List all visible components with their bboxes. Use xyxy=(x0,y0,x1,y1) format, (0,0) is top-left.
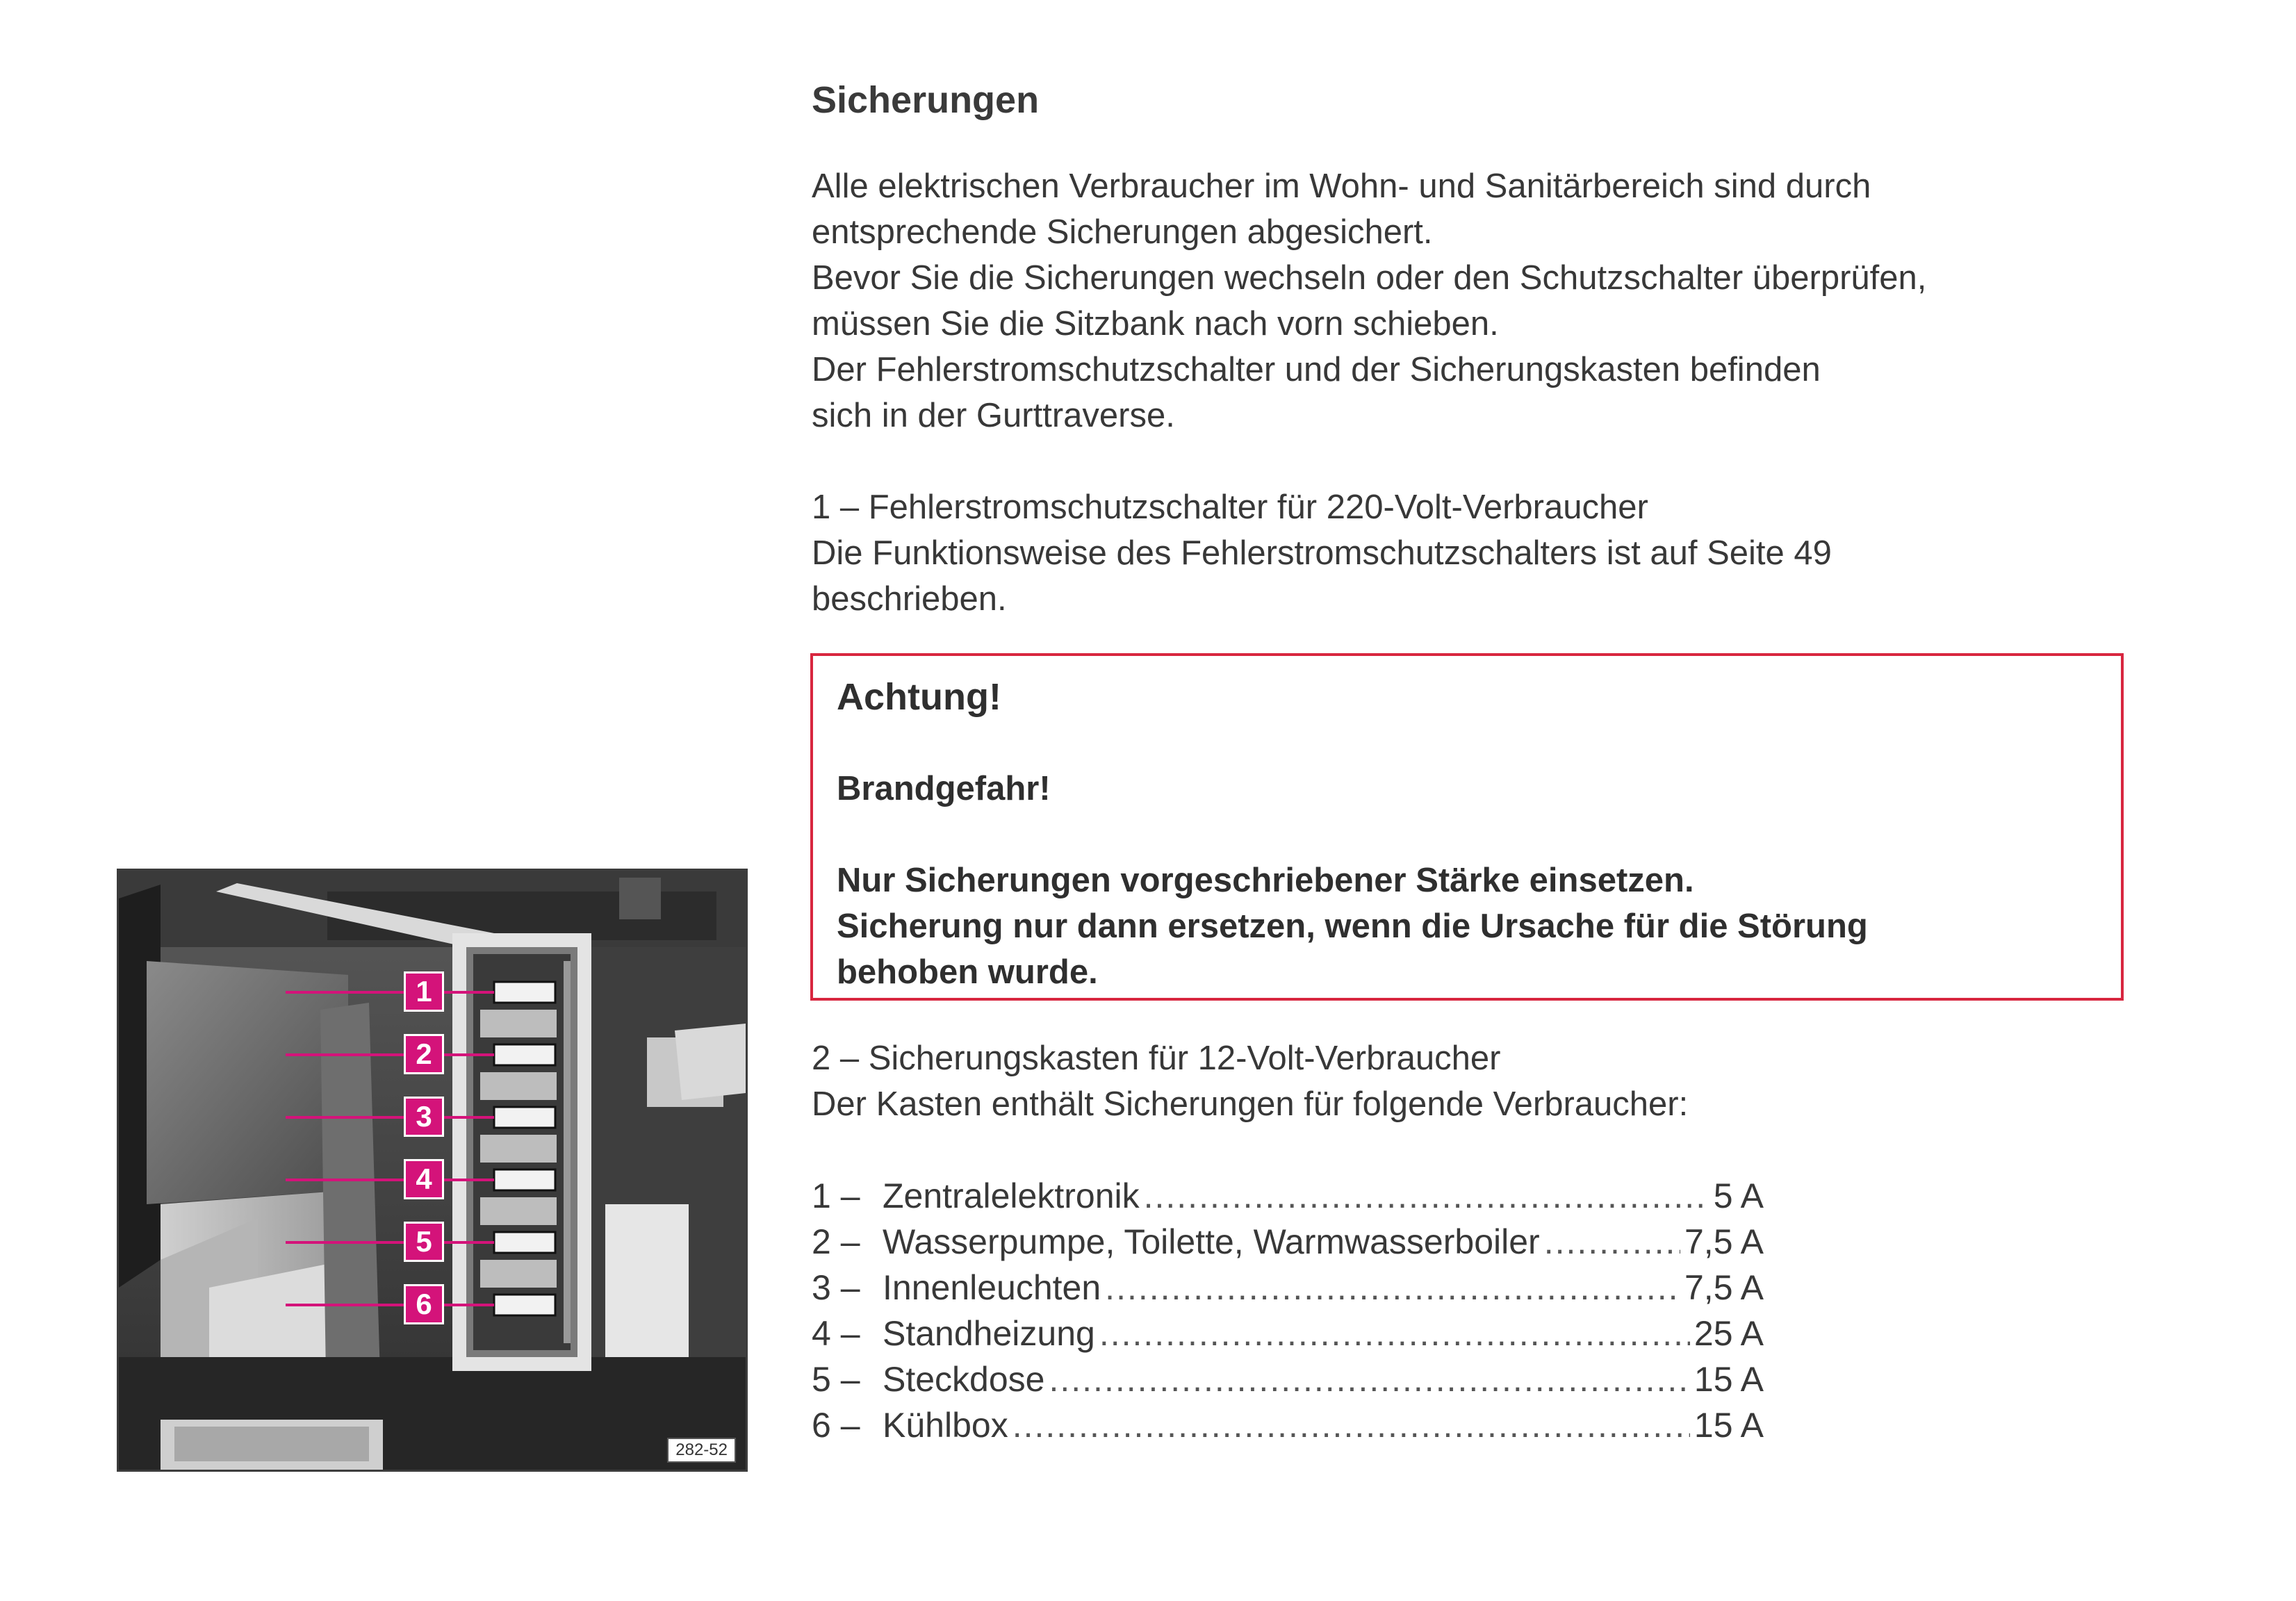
fuse-rating: 15 A xyxy=(1694,1406,1764,1445)
intro-line: entsprechende Sicherungen abgesichert. xyxy=(812,213,1433,251)
intro-line: Alle elektrischen Verbraucher im Wohn- und Sanitärbereich sind durch xyxy=(812,167,1871,205)
leader-dots xyxy=(1144,1173,1709,1219)
item-2-line: 2 – Sicherungskasten für 12-Volt-Verbraucher xyxy=(812,1040,1501,1077)
callout-6: 6 xyxy=(404,1284,444,1324)
fuse-consumer: Kühlbox xyxy=(883,1406,1008,1445)
item-2-line: Der Kasten enthält Sicherungen für folgende Verbraucher: xyxy=(812,1085,1689,1123)
warning-line: Nur Sicherungen vorgeschriebener Stärke einsetzen. xyxy=(837,862,1694,899)
callout-4: 4 xyxy=(404,1159,444,1199)
fuse-rating: 25 A xyxy=(1694,1314,1764,1353)
fuse-number: 5 – xyxy=(812,1360,860,1399)
item-1-line: beschrieben. xyxy=(812,580,1007,618)
warning-fire-hazard: Brandgefahr! xyxy=(837,770,1051,807)
fuse-row xyxy=(812,1173,1764,1219)
item-2-paragraph xyxy=(812,1035,2167,1127)
callout-1: 1 xyxy=(404,971,444,1012)
fuse-row xyxy=(812,1402,1764,1448)
fuse-list xyxy=(812,1173,2167,1448)
intro-line: Bevor Sie die Sicherungen wechseln oder den Schutzschalter überprüfen, xyxy=(812,258,1927,297)
callout-2: 2 xyxy=(404,1034,444,1074)
main-text xyxy=(812,78,2167,622)
callout-3: 3 xyxy=(404,1097,444,1137)
fuse-consumer: Standheizung xyxy=(883,1314,1095,1353)
leader-dots xyxy=(1099,1311,1690,1356)
intro-line: müssen Sie die Sitzbank nach vorn schieben. xyxy=(812,304,1499,343)
intro-line: Der Fehlerstromschutzschalter und der Sicherungskasten befinden xyxy=(812,350,1821,388)
fuse-box-section xyxy=(812,1035,2167,1448)
fuse-row xyxy=(812,1356,1764,1402)
fuse-rating: 15 A xyxy=(1694,1360,1764,1399)
fuse-number: 4 – xyxy=(812,1314,860,1353)
fuse-number: 6 – xyxy=(812,1406,860,1445)
fuse-rating: 7,5 A xyxy=(1684,1268,1764,1307)
fuse-consumer: Innenleuchten xyxy=(883,1268,1101,1307)
figure-reference: 282-52 xyxy=(667,1438,736,1463)
item-1-line: 1 – Fehlerstromschutzschalter für 220-Volt-Verbraucher xyxy=(812,488,1648,526)
fuse-number: 3 – xyxy=(812,1268,860,1307)
fuse-number: 2 – xyxy=(812,1222,860,1261)
page-title: Sicherungen xyxy=(812,79,1040,121)
fuse-row xyxy=(812,1311,1764,1356)
fuse-row xyxy=(812,1265,1764,1311)
fuse-rating: 5 A xyxy=(1713,1176,1764,1215)
fuse-number: 1 – xyxy=(812,1176,860,1215)
leader-dots xyxy=(1544,1219,1680,1265)
fuse-row xyxy=(812,1219,1764,1265)
fuse-consumer: Steckdose xyxy=(883,1360,1045,1399)
item-1-line: Die Funktionsweise des Fehlerstromschutzschalters ist auf Seite 49 xyxy=(812,534,1832,572)
leader-dots xyxy=(1012,1402,1690,1448)
warning-box xyxy=(810,653,2124,1001)
callout-5: 5 xyxy=(404,1222,444,1262)
leader-dots xyxy=(1105,1265,1680,1311)
warning-line: Sicherung nur dann ersetzen, wenn die Ursache für die Störung xyxy=(837,908,1868,945)
leader-dots xyxy=(1049,1356,1689,1402)
warning-line: behoben wurde. xyxy=(837,953,1098,991)
intro-line: sich in der Gurttraverse. xyxy=(812,396,1175,434)
fuse-consumer: Wasserpumpe, Toilette, Warmwasserboiler xyxy=(883,1222,1540,1261)
warning-title: Achtung! xyxy=(837,676,1001,718)
fuse-box-illustration xyxy=(117,869,748,1472)
item-1-paragraph xyxy=(812,484,2167,622)
intro-paragraph xyxy=(812,163,2167,438)
fuse-consumer: Zentralelektronik xyxy=(883,1176,1140,1215)
fuse-rating: 7,5 A xyxy=(1684,1222,1764,1261)
